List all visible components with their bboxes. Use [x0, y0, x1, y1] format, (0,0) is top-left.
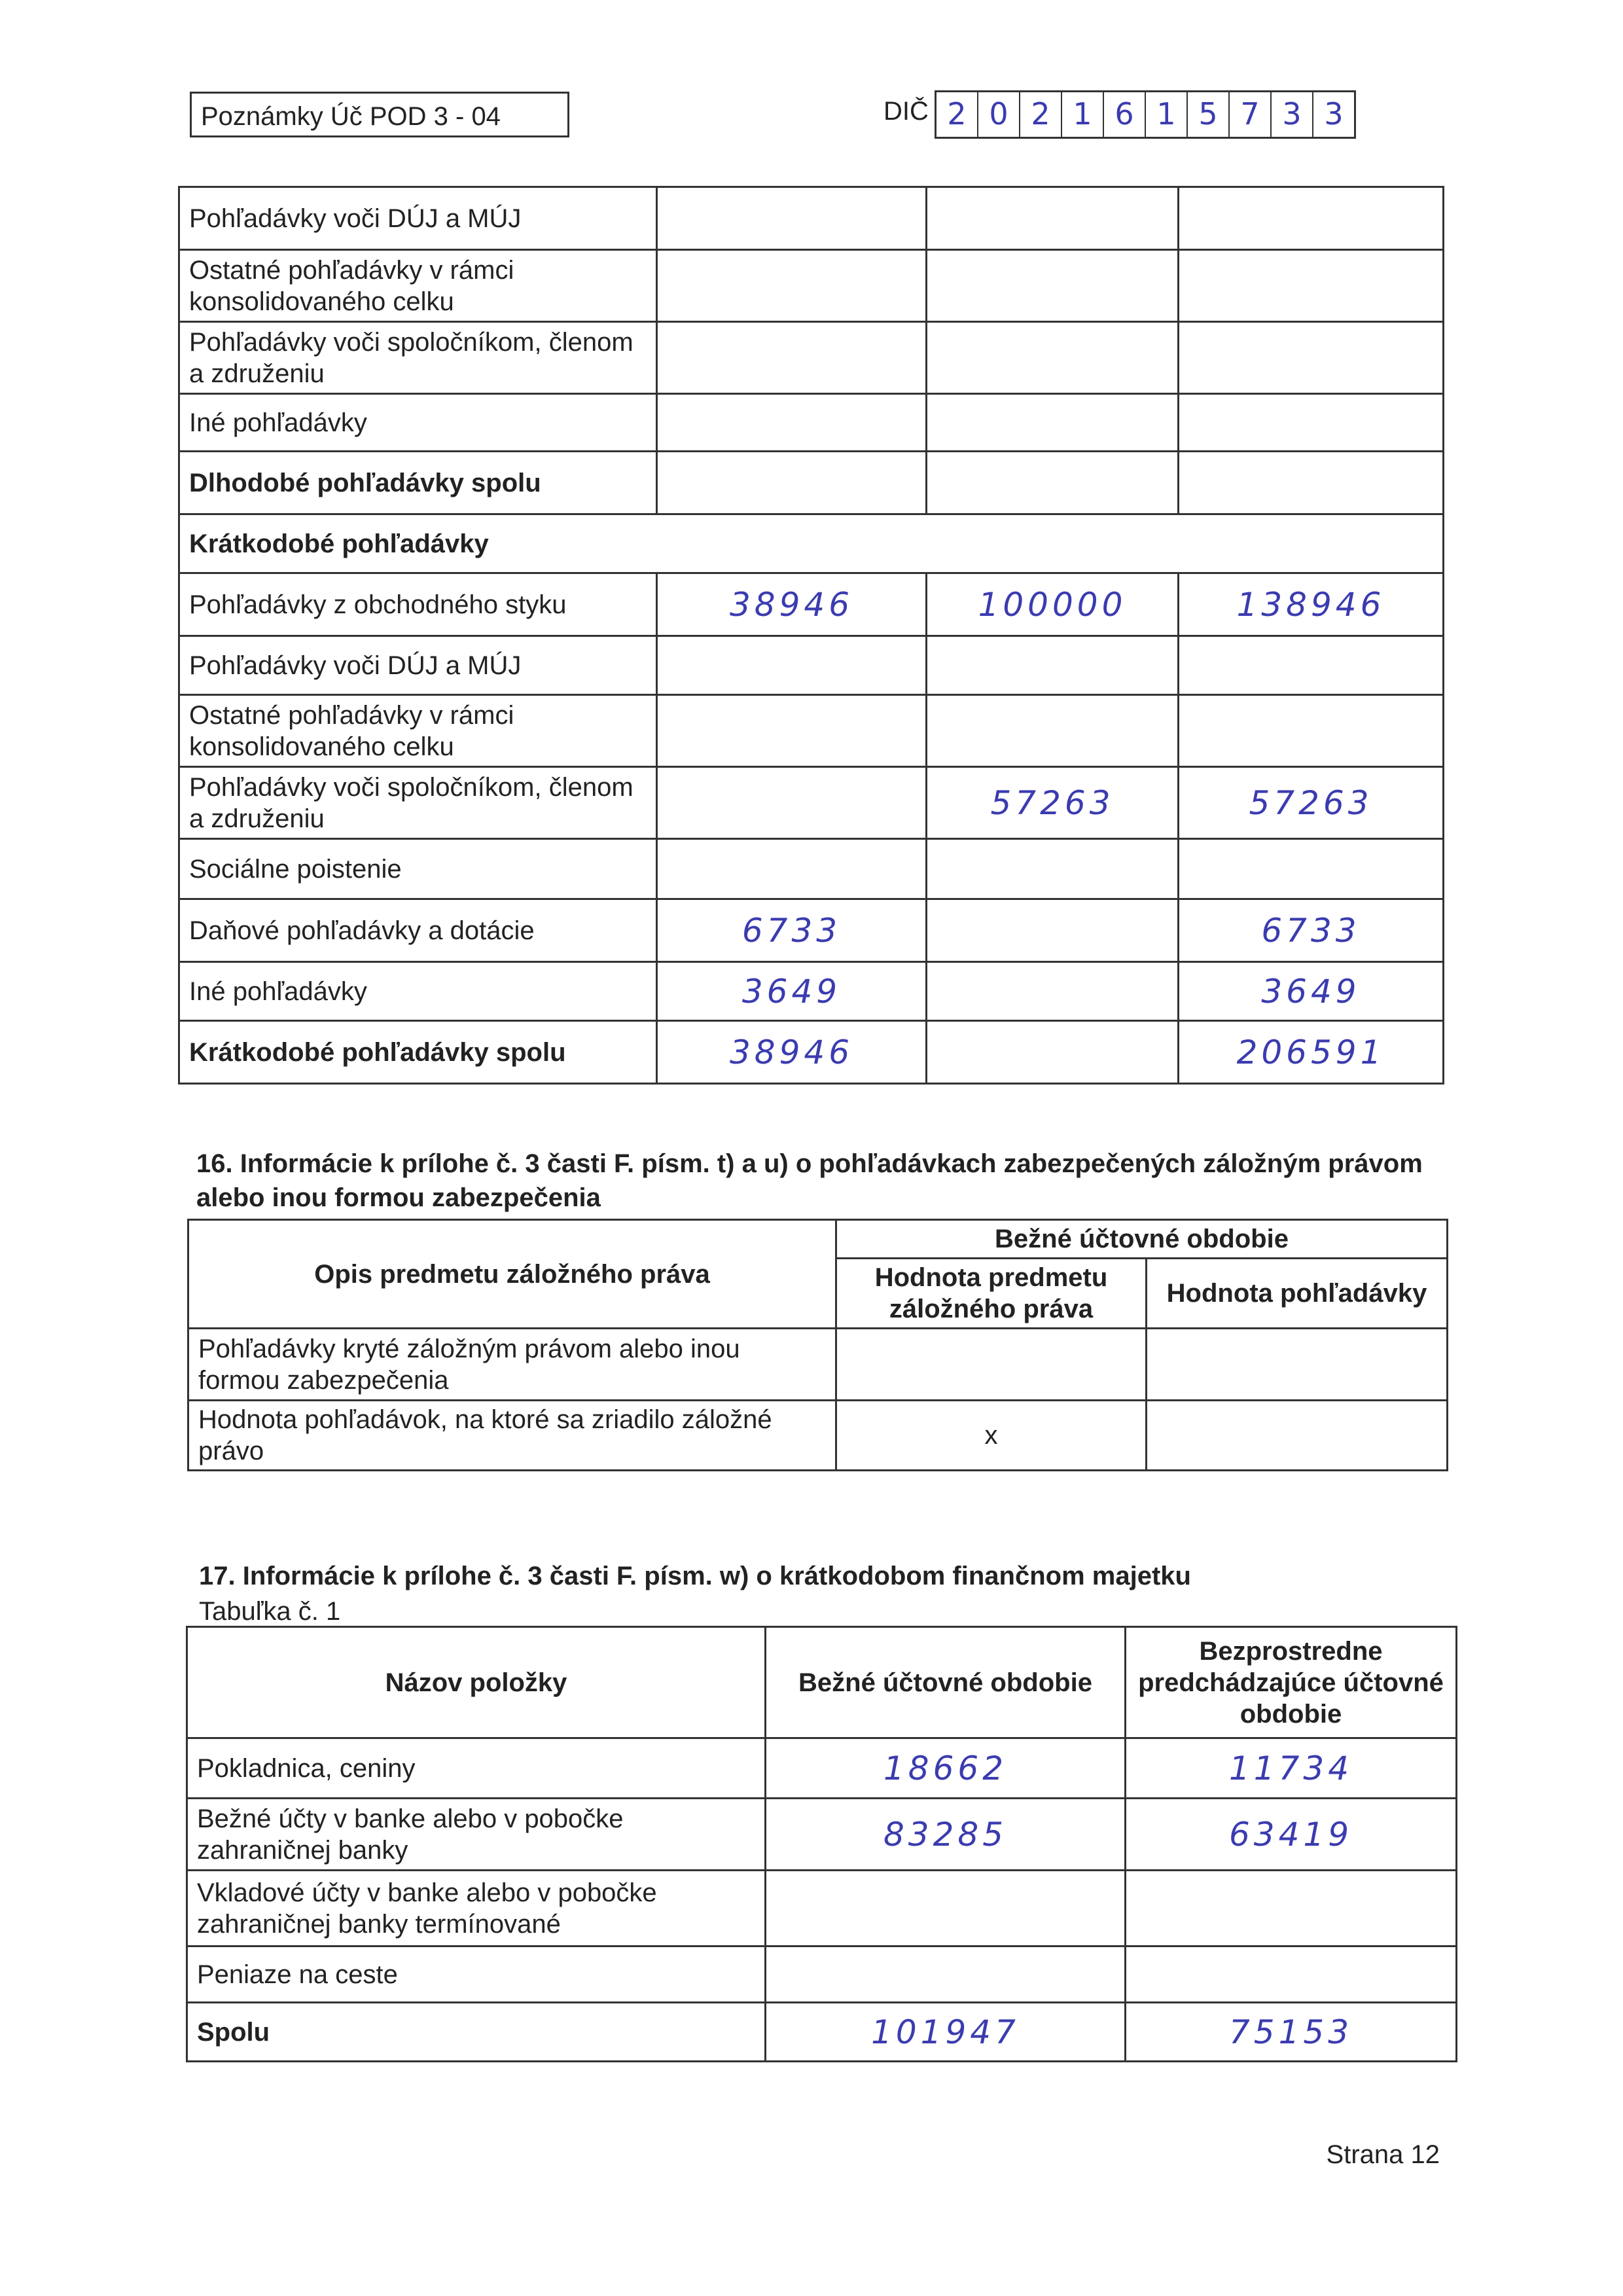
cell-value: [927, 695, 1179, 767]
column-group-header: Bežné účtovné obdobie: [836, 1220, 1448, 1259]
lien-table: [187, 1219, 1448, 1471]
row-label: Peniaze na ceste: [187, 1946, 766, 2003]
cell-value: [1179, 839, 1444, 899]
column-header: Hodnota predmetu záložného práva: [836, 1259, 1147, 1329]
table-row: [179, 899, 1444, 962]
dic-digit: 6: [1104, 92, 1146, 137]
table-row: [188, 1401, 1448, 1471]
cell-value: 83285: [766, 1799, 1126, 1871]
table-row: [179, 1021, 1444, 1084]
cell-value: [657, 187, 927, 250]
cell-value: [766, 1946, 1126, 2003]
row-label: Spolu: [187, 2003, 766, 2062]
table-row: [187, 1799, 1457, 1871]
cell-value: 100000: [927, 573, 1179, 636]
row-label: Ostatné pohľadávky v rámci konsolidovaného celku: [179, 695, 657, 767]
cell-value: [1179, 322, 1444, 394]
cell-value: [836, 1329, 1147, 1401]
cell-value: [927, 962, 1179, 1021]
dic-digit: 0: [978, 92, 1020, 137]
column-header: Názov položky: [187, 1627, 766, 1738]
table-row: [188, 1329, 1448, 1401]
table-row: [179, 573, 1444, 636]
column-header: Opis predmetu záložného práva: [188, 1220, 836, 1329]
cell-value: [927, 322, 1179, 394]
row-label: Daňové pohľadávky a dotácie: [179, 899, 657, 962]
row-label: Pohľadávky kryté záložným právom alebo inou formou zabezpečenia: [188, 1329, 836, 1401]
dic-digit: 7: [1230, 92, 1272, 137]
cell-value: [657, 394, 927, 452]
dic-digit: 1: [1062, 92, 1104, 137]
dic-digit: 5: [1188, 92, 1230, 137]
table-row: [187, 1871, 1457, 1946]
row-label: Pohľadávky voči DÚJ a MÚJ: [179, 187, 657, 250]
cell-value: [927, 250, 1179, 322]
table-row: [187, 1738, 1457, 1799]
row-label: Krátkodobé pohľadávky spolu: [179, 1021, 657, 1084]
section-header: Krátkodobé pohľadávky: [179, 514, 1444, 573]
cell-value: 18662: [766, 1738, 1126, 1799]
cell-value: [927, 187, 1179, 250]
receivables-table: [178, 186, 1444, 1085]
dic-digit: 2: [936, 92, 978, 137]
table-row: [187, 1946, 1457, 2003]
table-row: [179, 767, 1444, 839]
cell-value: 3649: [1179, 962, 1444, 1021]
table-row: [179, 250, 1444, 322]
dic-digit: 1: [1146, 92, 1188, 137]
cell-value: [657, 322, 927, 394]
cell-value: [927, 452, 1179, 514]
cell-value: 38946: [657, 1021, 927, 1084]
section-16-title: 16. Informácie k prílohe č. 3 časti F. písm. t) a u) o pohľadávkach zabezpečených záložným právom alebo inou formou zabezpečenia: [196, 1149, 1423, 1212]
dic-field: [935, 90, 1356, 139]
page-number: Strana 12: [1326, 2140, 1440, 2169]
cell-value: [1179, 452, 1444, 514]
row-label: Pohľadávky voči DÚJ a MÚJ: [179, 636, 657, 695]
cell-value: [1179, 250, 1444, 322]
table-row: [179, 322, 1444, 394]
cell-value: 138946: [1179, 573, 1444, 636]
cell-value: [1179, 695, 1444, 767]
cell-value: [657, 767, 927, 839]
cell-value: [657, 452, 927, 514]
cell-value: 6733: [657, 899, 927, 962]
row-label: Bežné účty v banke alebo v pobočke zahraničnej banky: [187, 1799, 766, 1871]
table-header-row: [187, 1627, 1457, 1738]
table-header-row: [188, 1220, 1448, 1259]
cell-value: 11734: [1126, 1738, 1457, 1799]
cell-value: [1179, 187, 1444, 250]
cell-value: 57263: [1179, 767, 1444, 839]
cell-value: [1179, 636, 1444, 695]
cell-value: [1126, 1871, 1457, 1946]
cell-value: [657, 695, 927, 767]
cell-value: 206591: [1179, 1021, 1444, 1084]
row-label: Dlhodobé pohľadávky spolu: [179, 452, 657, 514]
row-label: Pohľadávky voči spoločníkom, členom a združeniu: [179, 767, 657, 839]
table-caption: Tabuľka č. 1: [199, 1597, 341, 1626]
cell-value: 63419: [1126, 1799, 1457, 1871]
dic-digit: 3: [1272, 92, 1313, 137]
row-label: Vkladové účty v banke alebo v pobočke zahraničnej banky termínované: [187, 1871, 766, 1946]
table-row: [179, 452, 1444, 514]
table-row: [179, 394, 1444, 452]
cell-value: 101947: [766, 2003, 1126, 2062]
cell-value: 57263: [927, 767, 1179, 839]
cell-value: [1179, 394, 1444, 452]
table-row: [179, 636, 1444, 695]
table-row: [179, 962, 1444, 1021]
row-label: Pohľadávky voči spoločníkom, členom a združeniu: [179, 322, 657, 394]
cell-value: 38946: [657, 573, 927, 636]
section-17-title: 17. Informácie k prílohe č. 3 časti F. písm. w) o krátkodobom finančnom majetku: [199, 1562, 1191, 1590]
cell-value: [927, 839, 1179, 899]
cell-value: 75153: [1126, 2003, 1457, 2062]
table-row: [179, 839, 1444, 899]
cell-value: [1147, 1401, 1448, 1471]
cell-value: [927, 636, 1179, 695]
row-label: Iné pohľadávky: [179, 394, 657, 452]
table-row: [179, 695, 1444, 767]
table-row: [179, 187, 1444, 250]
cell-value: [657, 250, 927, 322]
row-label: Iné pohľadávky: [179, 962, 657, 1021]
dic-digit: 3: [1324, 96, 1344, 132]
row-label: Ostatné pohľadávky v rámci konsolidovaného celku: [179, 250, 657, 322]
cell-value: [657, 636, 927, 695]
row-label: Sociálne poistenie: [179, 839, 657, 899]
dic-digit: 2: [1020, 92, 1062, 137]
row-label: Pokladnica, ceniny: [187, 1738, 766, 1799]
row-label: Pohľadávky z obchodného styku: [179, 573, 657, 636]
column-header: Bezprostredne predchádzajúce účtovné obdobie: [1126, 1627, 1457, 1738]
cell-value: [766, 1871, 1126, 1946]
form-label: Poznámky Úč POD 3 - 04: [190, 92, 569, 137]
cell-value: x: [836, 1401, 1147, 1471]
cell-value: 6733: [1179, 899, 1444, 962]
cell-value: [657, 839, 927, 899]
financial-assets-table: [186, 1626, 1457, 2062]
cell-value: [1147, 1329, 1448, 1401]
cell-value: [927, 394, 1179, 452]
section-header-row: [179, 514, 1444, 573]
cell-value: [927, 899, 1179, 962]
cell-value: 3649: [657, 962, 927, 1021]
cell-value: [927, 1021, 1179, 1084]
column-header: Hodnota pohľadávky: [1147, 1259, 1448, 1329]
cell-value: [1126, 1946, 1457, 2003]
row-label: Hodnota pohľadávok, na ktoré sa zriadilo záložné právo: [188, 1401, 836, 1471]
table-row: [187, 2003, 1457, 2062]
column-header: Bežné účtovné obdobie: [766, 1627, 1126, 1738]
dic-label: DIČ: [883, 97, 929, 126]
